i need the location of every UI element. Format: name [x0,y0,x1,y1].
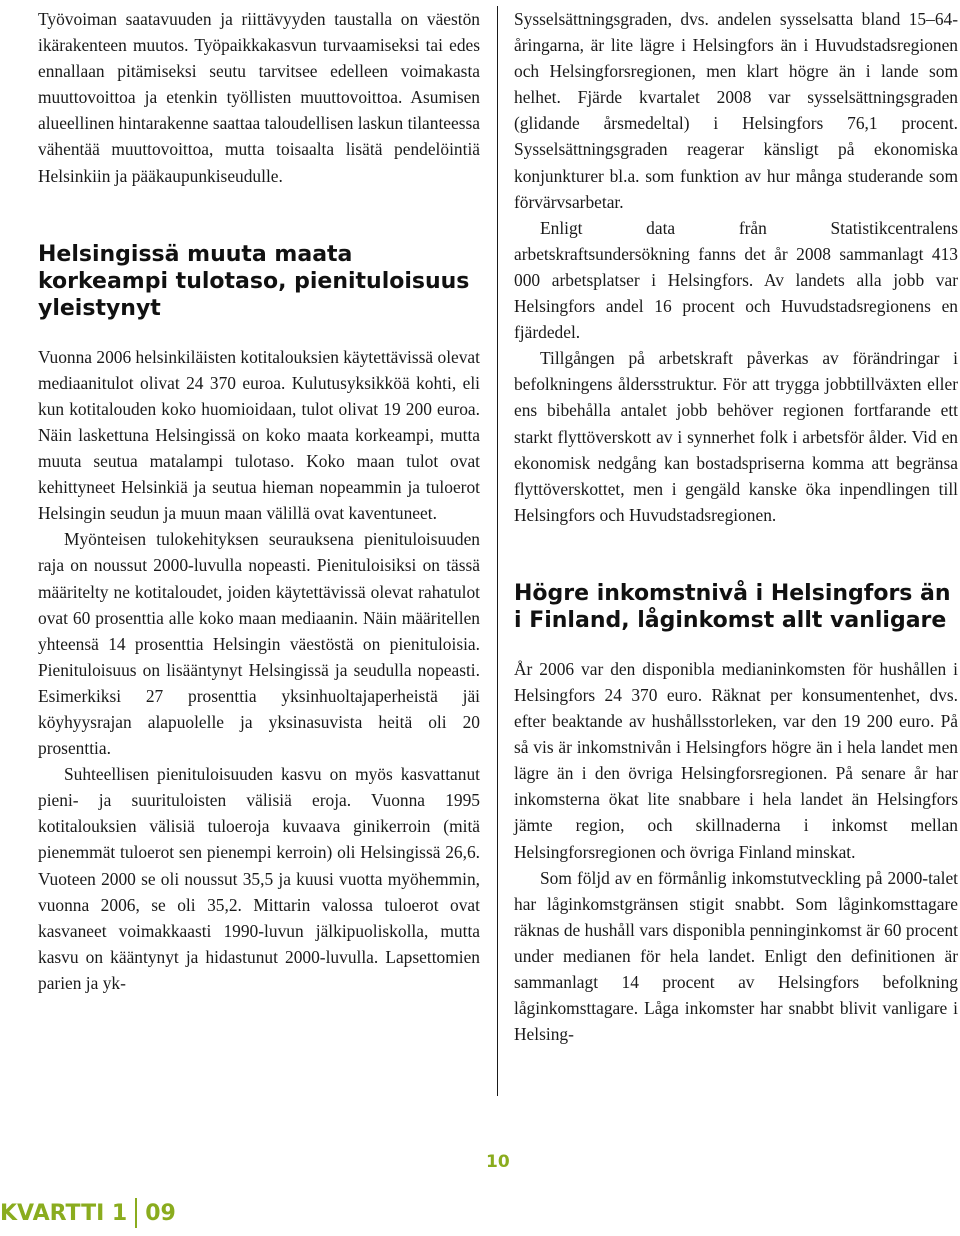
section-heading: Högre inkomstnivå i Helsingfors än i Finland, låginkomst allt vanligare [514,580,951,633]
page-number: 10 [486,1152,510,1172]
column-divider [497,6,498,1096]
footer-brand [0,1198,176,1228]
paragraph: År 2006 var den disponibla medianinkomsten för hushållen i Helsingfors 24 370 euro. Räknat per konsumentenhet, dvs. efter beaktande av hushållsstorleken, var den 19 200 euro. På så vis är inkomstnivån i Helsingfors högre än i hela landet men lägre än i den övriga Helsingforsregionen. På senare år har inkomsterna ökat lite snabbare i hela landet än Helsingfors jämte region, och skillnaderna i inkomst mellan Helsingforsregionen och övriga Finland minskat. [514,658,958,862]
left-column [38,6,480,996]
issue-year: 09 [145,1200,176,1226]
paragraph: Som följd av en förmånlig inkomstutveckling på 2000-talet har låginkomstgränsen stigit snabbt. Som låginkomsttagare räknas de hushåll vars disponibla penninginkomst är 60 procent under medianen för hela landet. Enligt den definitionen är sammanlagt 14 procent av Helsingfors befolkning låginkomsttagare. Låga inkomster har snabbt blivit vanligare i Helsing- [514,867,958,1045]
brand-name: KVARTTI 1 [0,1200,128,1226]
brand-separator [135,1198,137,1228]
paragraph: Myönteisen tulokehityksen seurauksena pienituloisuuden raja on noussut 2000-luvulla nopeasti. Pienituloisiksi on tässä määritelty ne kotitaloudet, joiden käytettävissä olevat rahatulot ovat 60 prosenttia alle koko maan mediaanin. Näin määritellen yhteensä 14 prosenttia Helsingin väestöstä on pienituloisia. Pienituloisuus on lisääntynyt Helsingissä ja seudulla nopeasti. Esimerkiksi 27 prosenttia yksinhuoltajaperheistä jäi köyhyysrajan alapuolelle ja yksinasuvista heitä oli 20 prosenttia. [38,529,480,759]
paragraph: Työvoiman saatavuuden ja riittävyyden taustalla on väestön ikärakenteen muutos. Työpaikkakasvun turvaamiseksi tai edes ennallaan pitämiseksi seutu tarvitsee edelleen voimakasta muuttovoittoa ja etenkin työllisten muuttovoittoa. Asumisen alueellinen hintarakenne saattaa taloudellisen laskun tilanteessa vähentää muuttovoittoa, mutta toisaalta lisätä pendelöintiä Helsinkiin ja pääkaupunkiseudulle. [38,9,480,186]
right-column [514,6,958,1047]
paragraph: Vuonna 2006 helsinkiläisten kotitalouksien käytettävissä olevat mediaanitulot olivat 24 370 euroa. Kulutusyksikköä kohti, eli kun kotitalouden koko huomioidaan, tulot olivat 19 200 euroa. Näin laskettuna Helsingissä on koko maata korkeampi, mutta muuta seutua matalampi tulotaso. Koko maan tulot ovat kehittyneet Helsinkiä ja seutua hieman nopeammin ja tuloerot Helsingin seudun ja muun maan välillä ovat kaventuneet. [38,346,480,524]
paragraph: Tillgången på arbetskraft påverkas av förändringar i befolkningens åldersstruktur. För att trygga jobbtillväxten eller ens bibehålla antalet jobb behöver regionen fortfarande ett starkt flyttöverskott av i synnerhet folk i arbetsför ålder. Vid en ekonomisk nedgång kan bostadspriserna komma att begränsa flyttöverskottet, men i gengäld kanske öka inpendlingen till Helsingfors och Huvudstadsregionen. [514,348,958,525]
paragraph: Sysselsättningsgraden, dvs. andelen sysselsatta bland 15–64-åringarna, är lite lägre i Helsingfors än i Huvudstadsregionen och Helsingforsregionen, men klart högre än i lande som helhet. Fjärde kvartalet 2008 var sysselsättningsgraden (glidande årsmedeltal) i Helsingfors 76,1 procent. Sysselsättningsgraden reagerar känsligt på ekonomiska konjunkturer bl.a. som funktion av hur många studerande som förvärvsarbetar. [514,9,958,212]
section-heading: Helsingissä muuta maata korkeampi tulotaso, pienituloisuus yleistynyt [38,241,470,321]
paragraph: Suhteellisen pienituloisuuden kasvu on myös kasvattanut pieni- ja suurituloisten välisiä eroja. Vuonna 1995 kotitalouksien välisiä tuloeroja kuvaava ginikerroin (mitä pienemmät tuloerot sen pienempi kerroin) oli Helsingissä 26,6. Vuoteen 2000 se oli noussut 35,5 ja kuusi vuotta myöhemmin, vuonna 2006, se oli 35,2. Mittarin valossa tuloerot ovat kasvaneet voimakkaasti 1990-luvun jälkipuoliskolla, mutta kasvu on kääntynyt ja hidastunut 2000-luvulla. Lapsettomien parien ja yk- [38,764,480,993]
paragraph: Enligt data från Statistikcentralens arbetskraftsundersökning fanns det år 2008 sammanlagt 413 000 arbetsplatser i Helsingfors. Av landets alla jobb var Helsingfors andel 16 procent och Huvudstadsregionens en fjärdedel. [514,217,958,343]
